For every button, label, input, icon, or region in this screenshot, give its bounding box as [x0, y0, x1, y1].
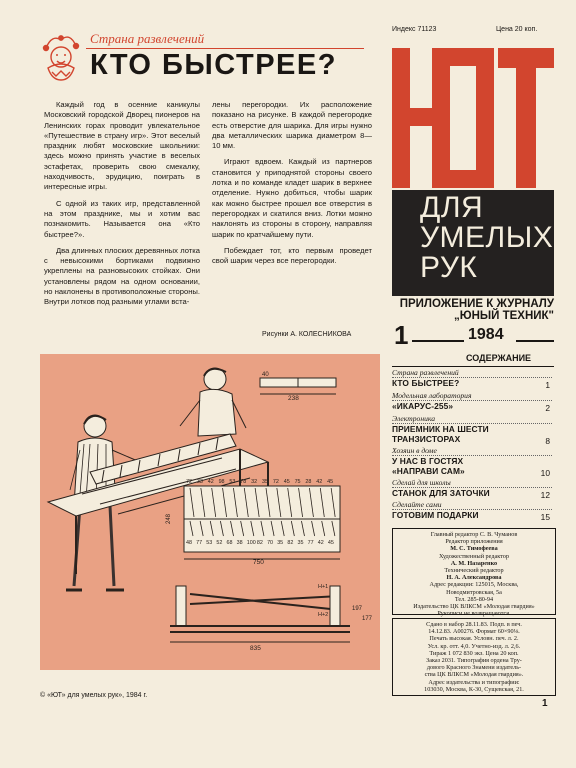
toc-category: Хозяин в доме — [392, 446, 552, 456]
paragraph: Побеждает тот, кто первым проведет свой шарик через все перегородки. — [212, 245, 372, 266]
boy-right-figure — [180, 368, 246, 436]
toc-category: Сделайте сами — [392, 500, 552, 510]
spacing-label-bottom: 100 — [246, 540, 256, 546]
credit-text: Рисунки А. КОЛЕСНИКОВА — [262, 331, 352, 338]
toc-title: «ИКАРУС-255» — [392, 401, 454, 411]
masthead-title — [420, 193, 553, 283]
paragraph: Играют вдвоем. Каждый из партнеров становится у приподнятой стороны своего лотка и по команде кладет шарик в верхнее отделение. Нужно добиться, чтобы шарик как можно быстрее прошел все отверстия в перегородках и скатился вниз. Лотки можно наклонять из стороны в сторону, направляя шарик по кратчайшему пути. — [212, 157, 372, 239]
article-column-1 — [44, 100, 200, 308]
dim-label: 750 — [253, 559, 264, 566]
imprint-line: Рукописи не возвращаются. — [437, 610, 511, 618]
article-column-2 — [212, 100, 372, 266]
spacing-label-top: 45 — [283, 479, 290, 485]
paragraph: Два длинных плоских деревянных лотка с невысокими бортиками подвижно укреплены на разновысоких стойках. Они установлены рядом на одном основании, но наклонены в противоположные стороны. Внутри лотков под разными углами вста- — [44, 245, 200, 307]
toc-item[interactable] — [392, 446, 552, 476]
masthead-logo — [392, 48, 554, 188]
section-label: Страна развлечений — [90, 31, 205, 46]
spacing-label-top: 72 — [186, 479, 192, 485]
masthead-line-2: УМЕЛЫХ — [420, 221, 554, 254]
imprint-print-data — [393, 621, 555, 693]
toc-rule — [392, 366, 554, 367]
dim-label: 835 — [250, 645, 261, 652]
toc-title: ГОТОВИМ ПОДАРКИ — [392, 510, 479, 520]
spacing-label-bottom: 68 — [226, 540, 233, 546]
dim-label: 177 — [362, 616, 373, 622]
imprint-line: ства ЦК ВЛКСМ «Молодая гвардия». — [424, 671, 524, 679]
toc-item[interactable] — [392, 391, 552, 411]
toc-heading: СОДЕРЖАНИЕ — [466, 353, 532, 363]
paragraph: С одной из таких игр, представленной на этом празднике, мы и хотим вас познакомить. Называется она «Кто быстрее?». — [44, 198, 200, 239]
imprint-line: Редактор приложения — [445, 538, 503, 546]
spacing-label-top: 35 — [262, 479, 268, 485]
toc-item[interactable] — [392, 500, 552, 520]
spacing-label-bottom: 35 — [277, 540, 284, 546]
spacing-label-bottom: 52 — [216, 540, 223, 546]
imprint-line: 14.12.83. А00276. Формат 60×90⅛. — [428, 628, 520, 636]
toc-item[interactable] — [392, 478, 552, 498]
spacing-label-bottom: 45 — [327, 540, 334, 546]
imprint-line: Усл. кр. отт. 4,0. Учетно-изд. л. 2,6. — [427, 642, 521, 650]
imprint-editors — [393, 531, 555, 617]
dim-label: 197 — [352, 606, 363, 612]
imprint-line: Н. А. Александрова — [446, 574, 502, 582]
spacing-label-top: 78 — [240, 479, 247, 485]
spacing-label-bottom: 35 — [297, 540, 304, 546]
spacing-label-top: 75 — [294, 479, 301, 485]
page-number: 1 — [542, 698, 548, 709]
dim-label: 238 — [288, 395, 299, 402]
spacing-label-bottom: 42 — [317, 540, 324, 546]
spacing-label-top: 32 — [251, 479, 258, 485]
paragraph: Каждый год в осенние каникулы Московский городской Дворец пионеров на Ленинских горах проводит увлекательное «Путешествие в страну игр». Этот веселый праздник любят московские школьники: здесь можно принять участие в веселых эстафетах, проверить свою смекалку, находчивость, эрудицию, поиграть в интересные игры. — [44, 100, 200, 192]
toc-title: ПРИЕМНИК НА ШЕСТИ ТРАНЗИСТОРАХ — [392, 424, 489, 444]
toc-category: Сделай для школы — [392, 478, 552, 488]
spacing-label-bottom: 82 — [256, 540, 263, 546]
toc-item[interactable] — [392, 368, 552, 388]
toc-title: У НАС В ГОСТЯХ «НАПРАВИ САМ» — [392, 456, 465, 476]
dim-label: H+2 — [318, 612, 329, 618]
toc-page: 8 — [545, 436, 550, 446]
masthead-subtitle: ПРИЛОЖЕНИЕ К ЖУРНАЛУ „ЮНЫЙ ТЕХНИК" — [399, 298, 554, 322]
jester-icon — [38, 30, 84, 82]
spacing-label-top: 33 — [196, 479, 203, 485]
toc-page: 12 — [540, 490, 550, 500]
imprint-print-box — [392, 618, 556, 696]
paragraph: лены перегородки. Их расположение показано на рисунке. В каждой перегородке есть отверстие для шарика. Для игры нужно два металлических шарика диаметром 8—10 мм. — [212, 100, 372, 151]
spacing-label-bottom: 38 — [236, 540, 243, 546]
toc-category: Электроника — [392, 414, 552, 424]
imprint-line: Главный редактор С. В. Чуманов — [430, 531, 518, 538]
spacing-label-bottom: 53 — [206, 540, 213, 546]
issue-rule-right — [516, 340, 554, 342]
masthead-line-1: ДЛЯ — [420, 191, 484, 224]
spacing-label-bottom: 70 — [267, 540, 274, 546]
issue-year: 1984 — [468, 326, 504, 343]
imprint-line: Тираж 1 072 830 экз. Цена 20 коп. — [429, 649, 519, 657]
issue-rule-left — [412, 340, 464, 342]
plan-drawing — [166, 486, 340, 566]
imprint-line: Художественный редактор — [439, 552, 509, 560]
imprint-line: Печать высокая. Условн. печ. л. 2. — [429, 635, 519, 643]
yut-logo-icon — [392, 48, 554, 188]
imprint-line: Адрес редакции: 125015, Москва, — [429, 581, 519, 589]
spacing-label-bottom: 77 — [196, 540, 203, 546]
strip-drawing — [260, 372, 336, 402]
imprint-line: Заказ 2031. Типография ордена Тру- — [426, 657, 522, 665]
imprint-line: Тел. 285-80-94 — [454, 595, 494, 603]
imprint-line: Издательство ЦК ВЛКСМ «Молодая гвардия» — [413, 603, 535, 611]
issue-number: 1 — [394, 320, 409, 350]
imprint-line: дового Красного Знамени издатель- — [426, 664, 522, 672]
dim-label: 40 — [262, 372, 269, 378]
imprint-line: М. С. Тимофеева — [450, 545, 498, 553]
toc-page: 2 — [545, 403, 550, 413]
imprint-line: А. М. Назаренко — [450, 559, 498, 567]
spacing-label-bottom: 48 — [186, 540, 192, 546]
spacing-label-top: 45 — [327, 479, 334, 485]
spacing-label-bottom: 82 — [287, 540, 294, 546]
spacing-label-top: 98 — [218, 479, 225, 485]
spacing-label-top: 72 — [272, 479, 279, 485]
spacing-label-top: 42 — [316, 479, 323, 485]
article-title: КТО БЫСТРЕЕ? — [90, 49, 337, 81]
spacing-label-top: 28 — [305, 479, 312, 485]
toc-page: 15 — [540, 512, 550, 522]
side-view-drawing — [170, 584, 373, 652]
imprint-line: 103030, Москва, К-30, Сущевская, 21. — [424, 685, 524, 693]
imprint-line: Адрес издательства и типографии: — [428, 678, 520, 686]
toc-category: Страна развлечений — [392, 368, 552, 378]
spacing-label-bottom: 77 — [307, 540, 314, 546]
toc-item[interactable] — [392, 414, 552, 444]
spacing-label-top: 42 — [207, 479, 214, 485]
toc-page: 1 — [545, 380, 550, 390]
dim-label: 248 — [166, 513, 172, 524]
copyright-note: © «ЮТ» для умелых рук», 1984 г. — [40, 692, 148, 699]
game-illustration — [40, 354, 380, 670]
imprint-line: Сдано в набор 28.11.83. Подп. в печ. — [426, 621, 522, 628]
dim-label: H+1 — [318, 584, 329, 590]
price-label: Цена 20 коп. — [496, 26, 538, 33]
toc-category: Модельная лаборатория — [392, 391, 552, 401]
imprint-box — [392, 528, 556, 618]
toc-page: 10 — [540, 468, 550, 478]
imprint-line: Технический редактор — [444, 567, 504, 575]
illustration-credit — [262, 331, 351, 338]
spacing-label-top: 53 — [229, 479, 236, 485]
toc-title: СТАНОК ДЛЯ ЗАТОЧКИ — [392, 488, 490, 498]
masthead-line-3: РУК — [420, 251, 478, 284]
index-number: Индекс 71123 — [392, 26, 437, 33]
imprint-line: Новодмитровская, 5а — [446, 588, 502, 596]
toc-title: КТО БЫСТРЕЕ? — [392, 378, 460, 388]
